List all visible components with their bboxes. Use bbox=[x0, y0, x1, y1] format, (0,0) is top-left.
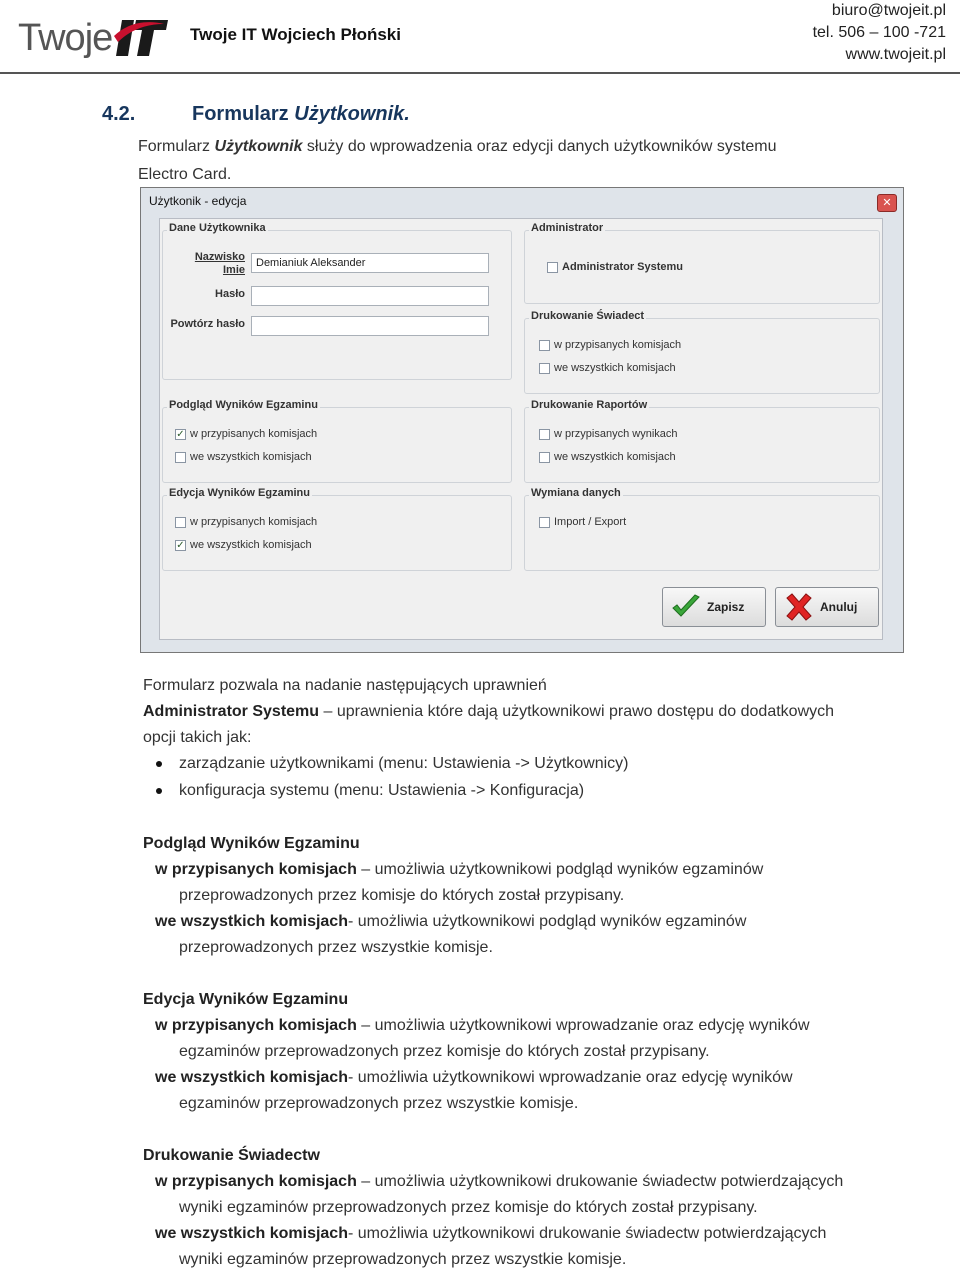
section-intro: Formularz Użytkownik służy do wprowadzenia oraz edycji danych użytkowników systemu Electro Card. bbox=[138, 138, 777, 183]
print-cert-assigned-desc: w przypisanych komisjach – umożliwia użytkownikowi drukowanie świadectw potwierdzających bbox=[155, 1173, 844, 1190]
edit-results-assigned-desc: w przypisanych komisjach – umożliwia użytkownikowi wprowadzanie oraz edycję wyników bbox=[155, 1017, 810, 1034]
group-administrator bbox=[524, 222, 880, 304]
name-input[interactable]: Demianiuk Aleksander bbox=[251, 253, 489, 273]
close-icon[interactable]: ✕ bbox=[877, 194, 897, 212]
print-reports-all-checkbox[interactable]: we wszystkich komisjach bbox=[539, 451, 676, 463]
checkbox-unchecked-icon[interactable] bbox=[539, 340, 550, 351]
group-data-exchange bbox=[524, 487, 880, 571]
bullet-item: zarządzanie użytkownikami (menu: Ustawienia -> Użytkownicy) bbox=[179, 755, 629, 772]
group-title: Edycja Wyników Egzaminu bbox=[169, 487, 310, 499]
print-reports-assigned-checkbox[interactable]: w przypisanych wynikach bbox=[539, 428, 678, 440]
checkmark-icon bbox=[671, 594, 701, 620]
print-cert-all-desc-cont: wyniki egzaminów przeprowadzonych przez wszystkie komisje. bbox=[179, 1251, 627, 1268]
print-cert-assigned-checkbox[interactable]: w przypisanych komisjach bbox=[539, 339, 681, 351]
print-cert-all-desc: we wszystkich komisjach- umożliwia użytkownikowi drukowanie świadectw potwierdzających bbox=[155, 1225, 827, 1242]
contact-website[interactable]: www.twojeit.pl bbox=[845, 46, 946, 63]
group-edit-results bbox=[162, 487, 512, 571]
user-edit-window bbox=[140, 187, 904, 653]
group-print-reports bbox=[524, 399, 880, 483]
section-number: 4.2. bbox=[102, 103, 136, 125]
repeat-password-input[interactable] bbox=[251, 316, 489, 336]
checkbox-unchecked-icon[interactable] bbox=[539, 452, 550, 463]
password-label: Hasło bbox=[215, 288, 245, 300]
admin-description-cont: opcji takich jak: bbox=[143, 729, 252, 746]
section-title: Formularz Użytkownik. bbox=[192, 103, 410, 125]
repeat-password-label: Powtórz hasło bbox=[170, 318, 245, 330]
print-certificates-heading: Drukowanie Świadectw bbox=[143, 1147, 320, 1164]
surname-label: Nazwisko bbox=[194, 251, 245, 263]
contact-info bbox=[813, 0, 946, 66]
view-results-heading: Podgląd Wyników Egzaminu bbox=[143, 835, 360, 852]
checkbox-checked-icon[interactable]: ✓ bbox=[176, 539, 185, 551]
company-name: Twoje IT Wojciech Płoński bbox=[190, 25, 401, 44]
window-title: Użytkonik - edycja bbox=[149, 194, 247, 208]
checkbox-unchecked-icon[interactable] bbox=[539, 517, 550, 528]
checkbox-unchecked-icon[interactable] bbox=[175, 452, 186, 463]
group-view-results bbox=[162, 399, 512, 483]
group-user-data bbox=[162, 222, 512, 380]
contact-phone: tel. 506 – 100 -721 bbox=[812, 24, 946, 41]
print-cert-assigned-desc-cont: wyniki egzaminów przeprowadzonych przez komisje do których został przypisany. bbox=[179, 1199, 758, 1216]
checkbox-unchecked-icon[interactable] bbox=[175, 517, 186, 528]
bullet-dot bbox=[156, 788, 162, 794]
group-title: Dane Użytkownika bbox=[169, 222, 266, 234]
import-export-checkbox[interactable]: Import / Export bbox=[539, 516, 626, 528]
edit-results-all-desc: we wszystkich komisjach- umożliwia użytkownikowi wprowadzanie oraz edycję wyników bbox=[155, 1069, 793, 1086]
view-results-assigned-checkbox[interactable]: ✓ w przypisanych komisjach bbox=[176, 428, 318, 440]
bullet-dot bbox=[156, 761, 162, 767]
password-input[interactable] bbox=[251, 286, 489, 306]
view-results-all-desc: we wszystkich komisjach- umożliwia użytkownikowi podgląd wyników egzaminów bbox=[155, 913, 747, 930]
view-results-assigned-desc: w przypisanych komisjach – umożliwia użytkownikowi podgląd wyników egzaminów bbox=[155, 861, 764, 878]
checkbox-checked-icon[interactable]: ✓ bbox=[176, 428, 185, 440]
company-logo bbox=[18, 12, 168, 64]
edit-results-heading: Edycja Wyników Egzaminu bbox=[143, 991, 349, 1008]
checkbox-unchecked-icon[interactable] bbox=[539, 363, 550, 374]
group-title: Podgląd Wyników Egzaminu bbox=[169, 399, 318, 411]
admin-description: Administrator Systemu – uprawnienia które dają użytkownikowi prawo dostępu do dodatkowych bbox=[143, 703, 835, 720]
admin-system-checkbox[interactable]: Administrator Systemu bbox=[547, 261, 683, 273]
view-results-all-desc-cont: przeprowadzonych przez wszystkie komisje. bbox=[179, 939, 493, 956]
cancel-button[interactable]: Anuluj bbox=[775, 587, 879, 627]
first-name-label: Imie bbox=[222, 264, 245, 276]
view-results-all-checkbox[interactable]: we wszystkich komisjach bbox=[175, 451, 312, 463]
header-divider bbox=[0, 72, 960, 74]
edit-results-assigned-checkbox[interactable]: w przypisanych komisjach bbox=[175, 516, 317, 528]
contact-email[interactable]: biuro@twojeit.pl bbox=[831, 2, 946, 19]
edit-results-all-checkbox[interactable]: ✓ we wszystkich komisjach bbox=[176, 539, 312, 551]
group-title: Wymiana danych bbox=[531, 487, 621, 499]
edit-results-assigned-desc-cont: egzaminów przeprowadzonych przez komisje do których został przypisany. bbox=[179, 1043, 710, 1060]
group-title: Drukowanie Raportów bbox=[531, 399, 648, 411]
edit-results-all-desc-cont: egzaminów przeprowadzonych przez wszystkie komisje. bbox=[179, 1095, 579, 1112]
save-button[interactable]: Zapisz bbox=[662, 587, 766, 627]
permissions-intro: Formularz pozwala na nadanie następujących uprawnień bbox=[143, 677, 547, 694]
window-body bbox=[159, 218, 883, 640]
view-results-assigned-desc-cont: przeprowadzonych przez komisje do których został przypisany. bbox=[179, 887, 625, 904]
bullet-item: konfiguracja systemu (menu: Ustawienia -> Konfiguracja) bbox=[179, 782, 585, 799]
cross-icon bbox=[784, 593, 814, 621]
group-title: Drukowanie Świadect bbox=[531, 310, 645, 322]
checkbox-unchecked-icon[interactable] bbox=[547, 262, 558, 273]
svg-text:Twoje: Twoje bbox=[18, 17, 113, 59]
group-title: Administrator bbox=[531, 222, 604, 234]
checkbox-unchecked-icon[interactable] bbox=[539, 429, 550, 440]
group-print-certificates bbox=[524, 310, 880, 394]
print-cert-all-checkbox[interactable]: we wszystkich komisjach bbox=[539, 362, 676, 374]
